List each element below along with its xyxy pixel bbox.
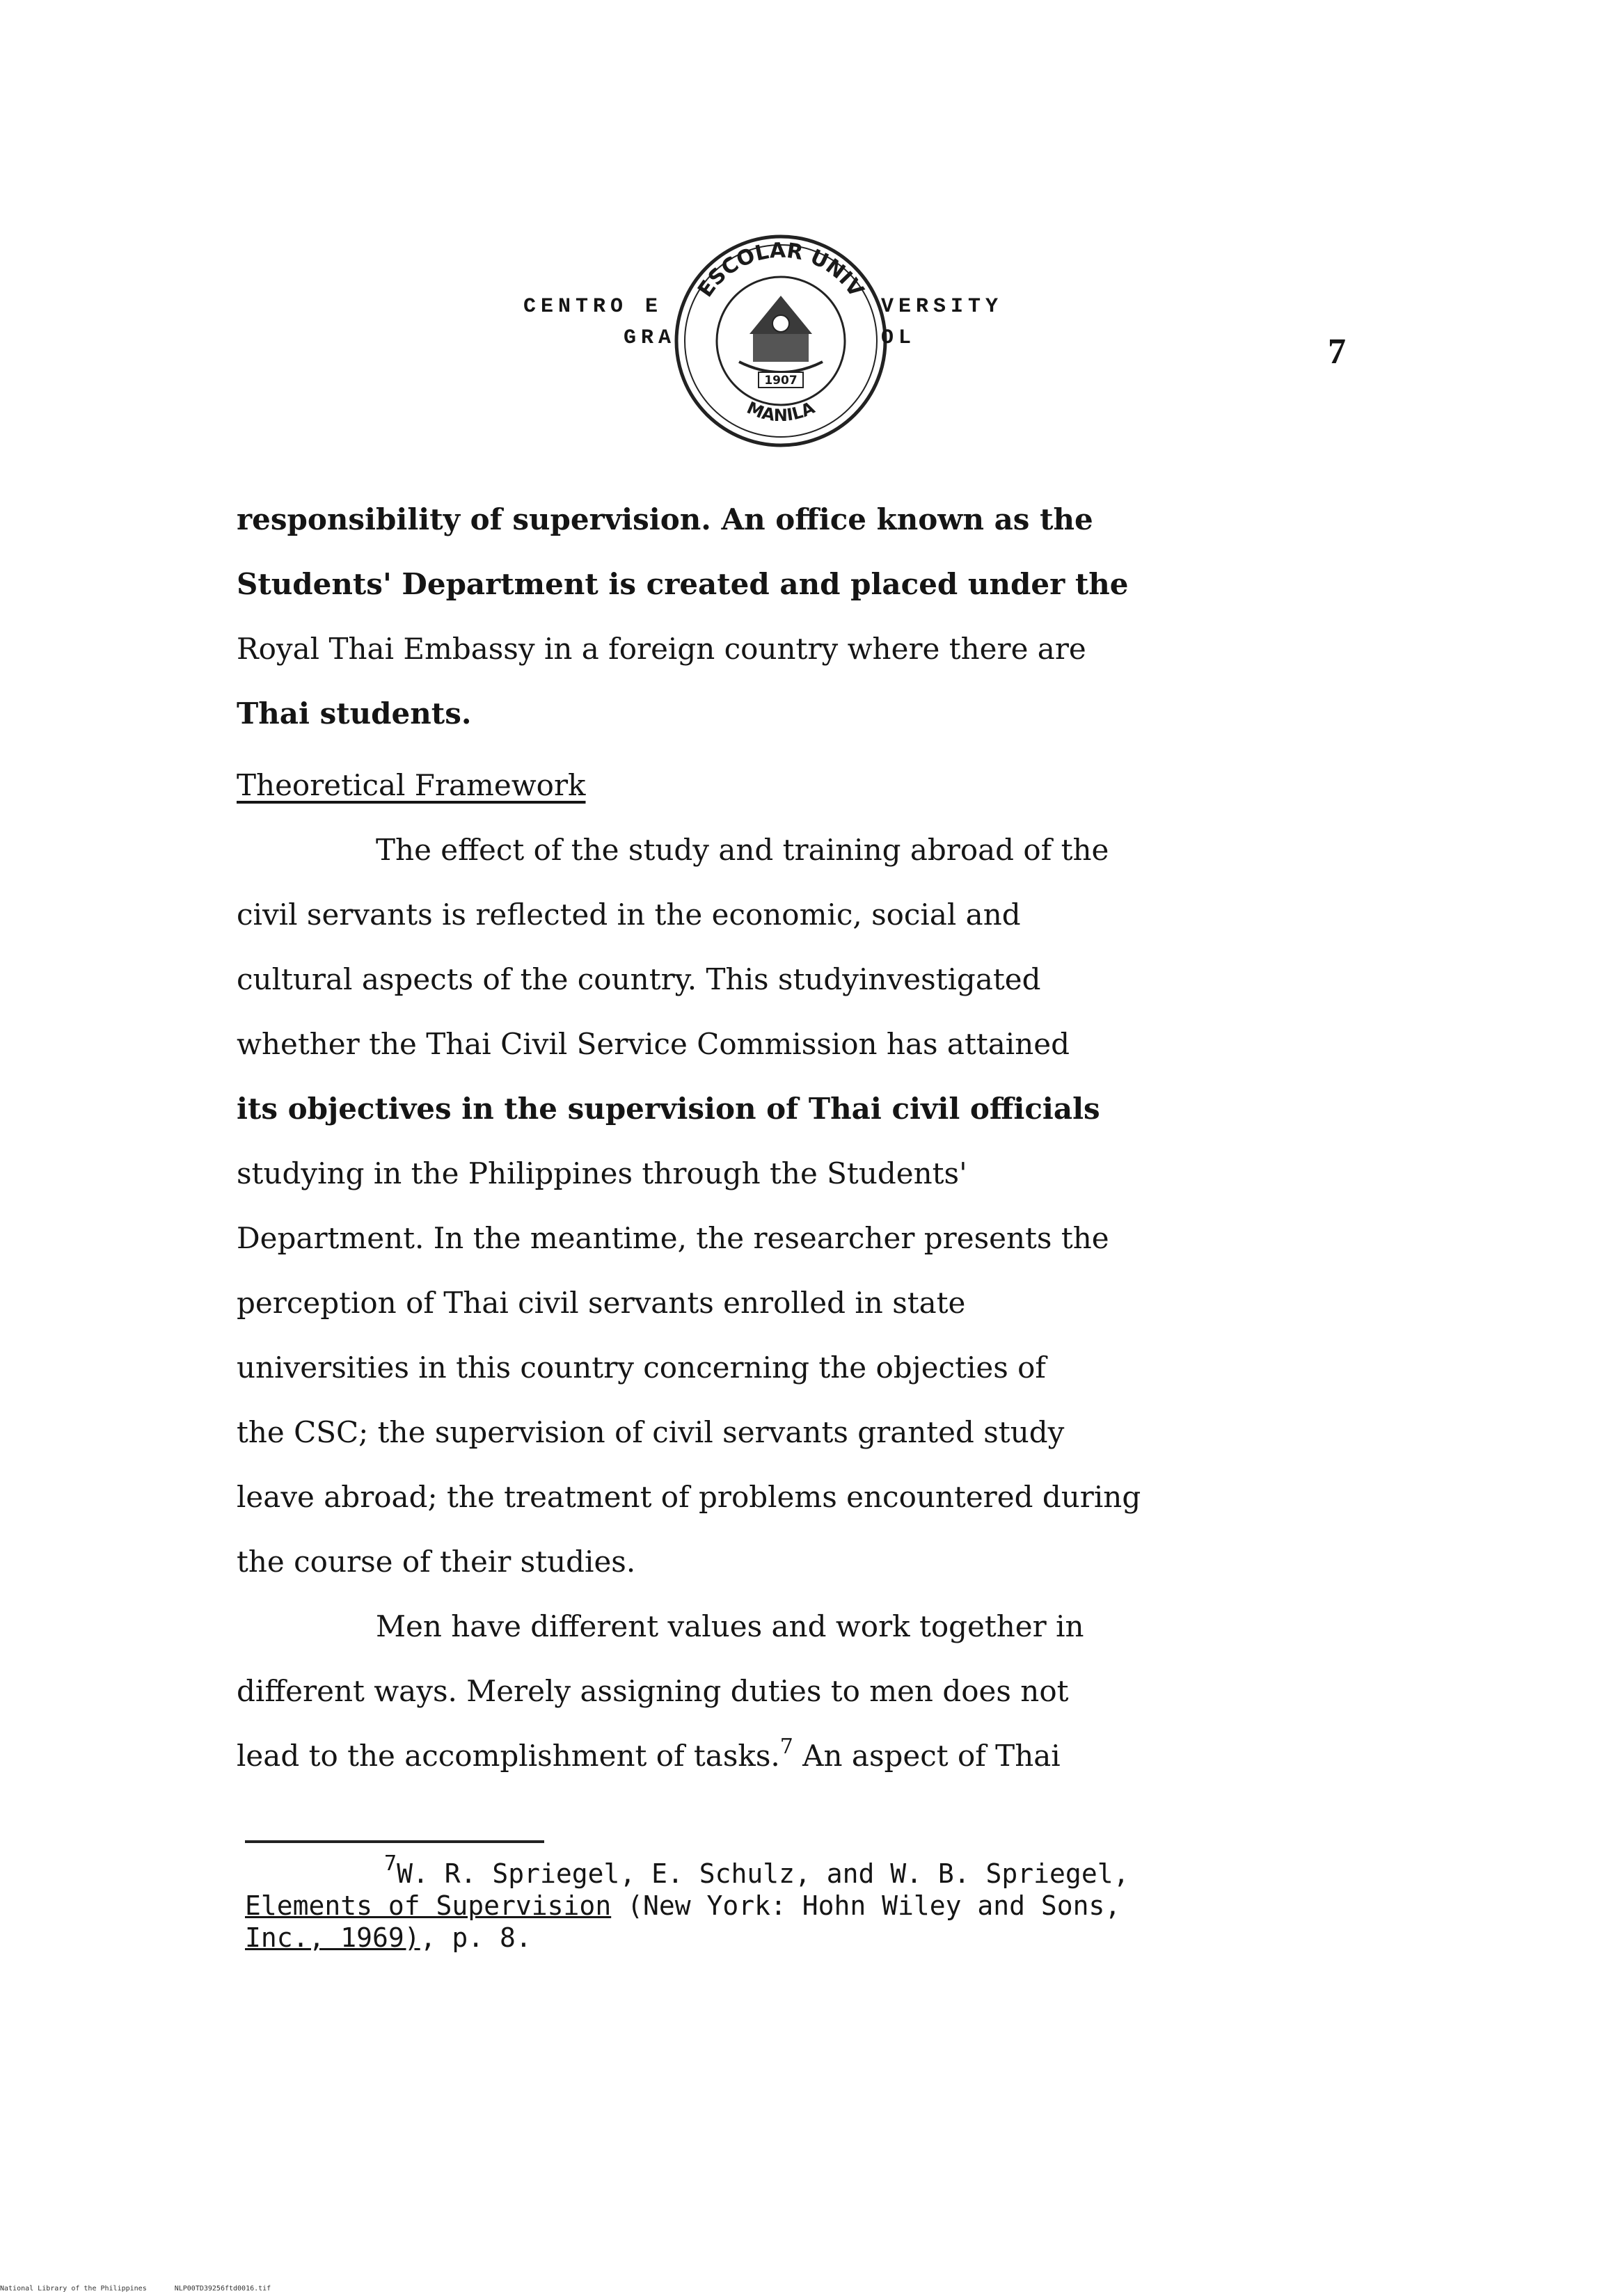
body-line: Royal Thai Embassy in a foreign country where there are bbox=[237, 632, 1086, 666]
university-seal bbox=[669, 230, 892, 452]
body-line: whether the Thai Civil Service Commission has attained bbox=[237, 1027, 1070, 1061]
body-line: Thai students. bbox=[237, 696, 472, 731]
body-line-part: lead to the accomplishment of tasks. bbox=[237, 1739, 780, 1773]
body-line: Department. In the meantime, the researcher presents the bbox=[237, 1221, 1109, 1255]
body-line: responsibility of supervision. An office known as the bbox=[237, 502, 1093, 536]
header-university-left bbox=[523, 295, 676, 350]
footnote-line bbox=[245, 1922, 1386, 1954]
header-line2-right: OL bbox=[881, 326, 917, 350]
footnote-line bbox=[245, 1890, 1386, 1922]
seal-top-text: ESCOLAR UNIV bbox=[693, 238, 869, 302]
body-line: cultural aspects of the country. This studyinvestigated bbox=[237, 962, 1041, 996]
footnote-year: Inc., 1969) bbox=[245, 1922, 420, 1953]
footnote bbox=[245, 1851, 1386, 1954]
footnote-reference: 7 bbox=[779, 1735, 793, 1759]
footnote-line bbox=[245, 1851, 1386, 1890]
body-line: studying in the Philippines through the Students' bbox=[237, 1156, 967, 1190]
footnote-mark: 7 bbox=[384, 1851, 397, 1876]
scan-file-name: NLP00TD39256ftd0016.tif bbox=[174, 2285, 271, 2293]
scan-library-name: National Library of the Philippines bbox=[0, 2285, 147, 2293]
body-line: Students' Department is created and placed under the bbox=[237, 567, 1129, 601]
header-line1-left: CENTRO E bbox=[523, 295, 663, 319]
header-line1-right: VERSITY bbox=[881, 295, 1004, 319]
body-line: The effect of the study and training abroad of the bbox=[376, 833, 1109, 867]
page-number: 7 bbox=[1328, 332, 1346, 372]
scan-footer bbox=[0, 2285, 271, 2293]
section-heading: Theoretical Framework bbox=[237, 768, 586, 802]
body-line: the course of their studies. bbox=[237, 1545, 636, 1579]
body-line: leave abroad; the treatment of problems encountered during bbox=[237, 1480, 1141, 1514]
footnote-title: Elements of Supervision bbox=[245, 1890, 612, 1921]
body-line: universities in this country concerning the objecties of bbox=[237, 1350, 1046, 1385]
footnote-page: , p. 8. bbox=[420, 1922, 532, 1953]
body-line: different ways. Merely assigning duties to men does not bbox=[237, 1674, 1069, 1708]
body-line-part: An aspect of Thai bbox=[793, 1739, 1061, 1773]
body-line: Men have different values and work together in bbox=[376, 1609, 1084, 1643]
seal-bottom-text: MANILA bbox=[744, 397, 818, 426]
body-line-with-footnote bbox=[237, 1723, 1378, 1788]
body-line: perception of Thai civil servants enrolled in state bbox=[237, 1286, 966, 1320]
body-text bbox=[237, 487, 1378, 1788]
body-line: civil servants is reflected in the economic, social and bbox=[237, 898, 1021, 932]
body-line: the CSC; the supervision of civil servants granted study bbox=[237, 1415, 1065, 1449]
footnote-authors: W. R. Spriegel, E. Schulz, and W. B. Spriegel, bbox=[397, 1858, 1129, 1889]
seal-year: 1907 bbox=[764, 374, 798, 388]
header-university-right bbox=[881, 295, 1004, 350]
footnote-divider bbox=[245, 1840, 544, 1843]
footnote-publisher: (New York: Hohn Wiley and Sons, bbox=[611, 1890, 1121, 1921]
header-line2-left: GRA bbox=[624, 326, 676, 350]
body-line: its objectives in the supervision of Thai civil officials bbox=[237, 1092, 1100, 1126]
